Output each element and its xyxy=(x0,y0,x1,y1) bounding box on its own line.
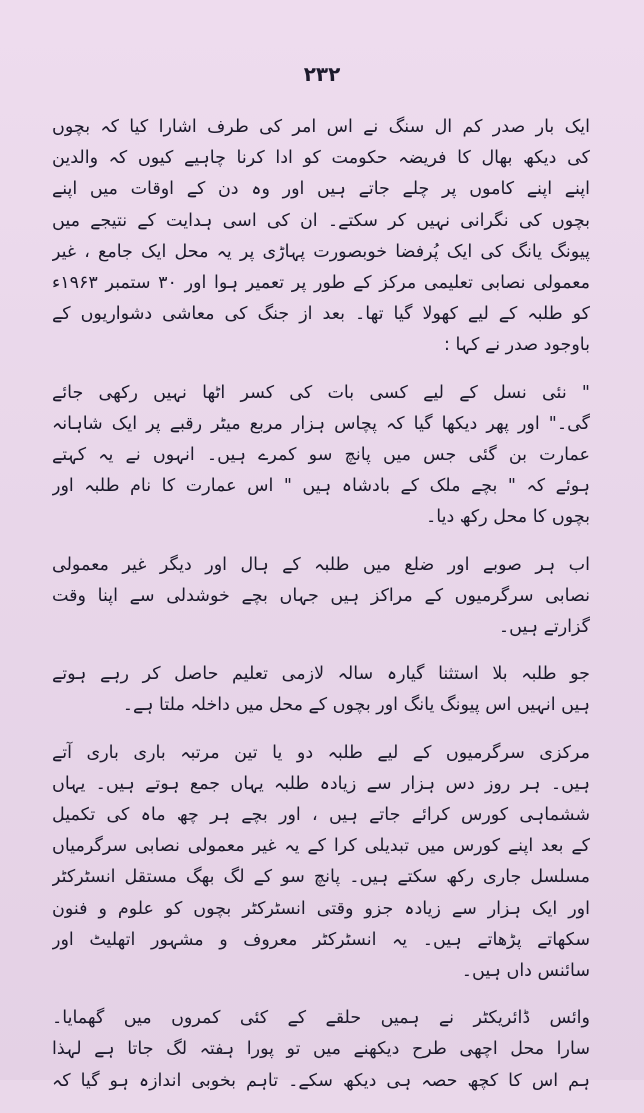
text-line: گزارتے ہیں۔ xyxy=(498,617,590,638)
text-line: نصابی سرگرمیوں کے مراکز ہیں جہاں بچے خوشدلی سے اپنا وقت xyxy=(52,585,590,606)
text-line: مرکزی سرگرمیوں کے لیے طلبہ دو یا تین مرتبہ باری باری آتے xyxy=(52,742,590,763)
text-line: مسلسل جاری رکھ سکتے ہیں۔ پانچ سو کے لگ بھگ مستقل انسٹرکٹر xyxy=(52,867,590,888)
text-line: معمولی نصابی تعلیمی مرکز کے طور پر تعمیر ہوا اور ۳۰ ستمبر ۱۹۶۳ء xyxy=(52,273,590,294)
text-line: باوجود صدر نے کہا : xyxy=(444,335,590,356)
page-body-text xyxy=(52,112,590,1113)
paragraph xyxy=(52,378,590,534)
text-line: ہیں۔ ہر روز دس ہزار سے زیادہ طلبہ یہاں جمع ہوتے ہیں۔ یہاں xyxy=(52,773,590,794)
paragraph xyxy=(52,738,590,988)
page-number: ۲۳۲ xyxy=(303,62,341,86)
text-line: سکھاتے پڑھاتے ہیں۔ یہ انسٹرکٹر معروف و مشہور اتھلیٹ اور xyxy=(52,929,590,950)
text-line: ہم اس کا کچھ حصہ ہی دیکھ سکے۔ تاہم بخوبی اندازہ ہو گیا کہ xyxy=(52,1070,590,1091)
text-line: عمارت بن گئی جس میں پانچ سو کمرے ہیں۔ انہوں نے یہ کہتے xyxy=(52,445,590,466)
text-line: " نئی نسل کے لیے کسی بات کی کسر اٹھا نہیں رکھی جائے xyxy=(52,382,590,403)
paragraph xyxy=(52,659,590,721)
text-line: سارا محل اچھی طرح دیکھنے میں تو پورا ہفتہ لگ جاتا ہے لہذا xyxy=(52,1039,590,1060)
text-line: اب ہر صوبے اور ضلع میں طلبہ کے ہال اور دیگر غیر معمولی xyxy=(52,554,590,575)
text-line: ششماہی کورس کرائے جاتے ہیں ، اور بچے ہر چھ ماہ کی تکمیل xyxy=(52,805,590,826)
text-line: اپنے اپنے کاموں پر چلے جاتے ہیں اور وہ دن کے اوقات میں اپنے xyxy=(52,179,590,200)
text-line: ہیں انہیں اس پیونگ یانگ اور بچوں کے محل میں داخلہ ملتا ہے۔ xyxy=(122,695,590,716)
paragraph xyxy=(52,112,590,362)
text-line: بچوں کا محل رکھ دیا۔ xyxy=(426,507,590,528)
text-line: کی دیکھ بھال کا فریضہ حکومت کو ادا کرنا چاہیے کیوں کہ والدین xyxy=(52,148,590,169)
text-line: سائنس داں ہیں۔ xyxy=(461,961,590,982)
text-line: وائس ڈائریکٹر نے ہمیں حلقے کے کئی کمروں میں گھمایا۔ xyxy=(52,1008,590,1029)
text-line: ہوئے کہ " بچے ملک کے بادشاہ ہیں " اس عمارت کا نام طلبہ اور xyxy=(52,476,590,497)
text-line: گی۔" اور پھر دیکھا گیا کہ پچاس ہزار مربع میٹر رقبے پر ایک شاہانہ xyxy=(52,413,590,434)
text-line: پیونگ یانگ کی ایک پُرفضا خوبصورت پہاڑی پر یہ محل ایک جامع ، غیر xyxy=(52,241,590,262)
text-line: جو طلبہ بلا استثنا گیارہ سالہ لازمی تعلیم حاصل کر رہے ہوتے xyxy=(52,664,590,685)
paragraph xyxy=(52,1003,590,1097)
text-line: کے بعد اپنے کورس میں تبدیلی کرا کے یہ غیر معمولی نصابی سرگرمیاں xyxy=(52,836,590,857)
text-line: اور ایک ہزار سے زیادہ جزو وقتی انسٹرکٹر بچوں کو علوم و فنون xyxy=(52,898,590,919)
text-line: ایک بار صدر کم ال سنگ نے اس امر کی طرف اشارا کیا کہ بچوں xyxy=(52,117,590,137)
text-line: کو طلبہ کے لیے کھولا گیا تھا۔ بعد از جنگ کی معاشی دشواریوں کے xyxy=(52,304,590,325)
paragraph xyxy=(52,550,590,644)
text-line: بچوں کی نگرانی نہیں کر سکتے۔ ان کی اسی ہدایت کے نتیجے میں xyxy=(52,210,590,231)
